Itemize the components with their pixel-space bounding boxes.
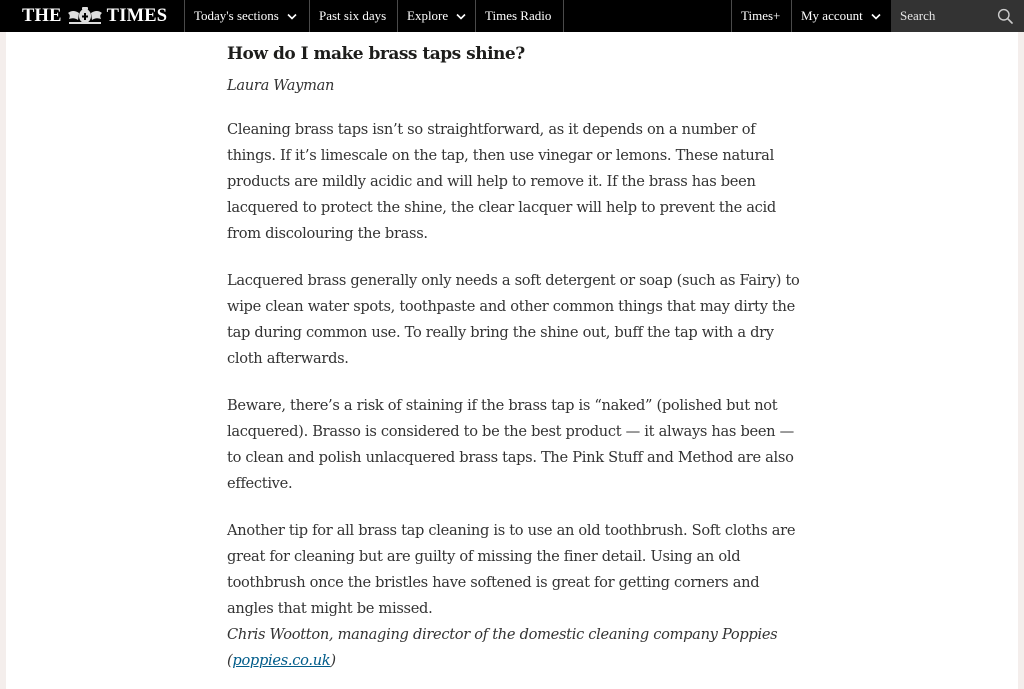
logo-text-times: TIMES: [106, 5, 168, 26]
nav-divider: [731, 0, 732, 32]
nav-times-radio[interactable]: [485, 0, 551, 32]
nav-times-radio-label: Times Radio: [485, 8, 552, 23]
times-logo[interactable]: [22, 5, 167, 27]
expert-credit: [227, 622, 807, 674]
nav-explore-label: Explore: [407, 8, 449, 23]
nav-todays-sections[interactable]: [194, 0, 297, 32]
chevron-down-icon: [871, 13, 881, 20]
credit-close-paren: ): [330, 652, 336, 669]
answer-paragraph: Lacquered brass generally only needs a soft detergent or soap (such as Fairy) to wipe clean water spots, toothpaste and other common things that may dirty the tap during common use. To really bring the shine out, buff the tap with a dry cloth afterwards.: [227, 272, 800, 367]
nav-my-account-label: My account: [801, 8, 863, 23]
search-input[interactable]: [900, 8, 996, 24]
expert-credit-text: Chris Wootton, managing director of the domestic cleaning company Poppies: [227, 626, 778, 643]
nav-past-six-days[interactable]: [319, 0, 386, 32]
answer-paragraph: Another tip for all brass tap cleaning is to use an old toothbrush. Soft cloths are great for cleaning but are guilty of missing the finer detail. Using an old toothbrush once the bristles have softened is great for getting corners and angles that might be missed.: [227, 522, 796, 617]
chevron-down-icon: [456, 13, 466, 20]
nav-times-plus-label: Times+: [741, 8, 781, 23]
nav-my-account[interactable]: [801, 0, 881, 32]
question-author: Laura Wayman: [227, 77, 335, 94]
poppies-link[interactable]: poppies.co.uk: [232, 652, 331, 669]
chevron-down-icon: [287, 13, 297, 20]
search-icon[interactable]: [997, 8, 1013, 24]
logo-text-the: THE: [22, 5, 62, 26]
nav-divider: [475, 0, 476, 32]
nav-divider: [184, 0, 185, 32]
answer-paragraph: Beware, there’s a risk of staining if the brass tap is “naked” (polished but not lacquered). Brasso is considered to be the best product — it always has been — to clean and polish unlacquered brass taps. The Pink Stuff and Method are also effective.: [227, 397, 794, 492]
answer-paragraph: Cleaning brass taps isn’t so straightforward, as it depends on a number of things. If it’s limescale on the tap, then use vinegar or lemons. These natural products are mildly acidic and will help to remove it. If the brass has been lacquered to protect the shine, the clear lacquer will help to prevent the acid from discolouring the brass.: [227, 121, 776, 242]
nav-divider: [397, 0, 398, 32]
nav-times-plus[interactable]: [741, 0, 780, 32]
nav-divider: [309, 0, 310, 32]
nav-todays-sections-label: Today's sections: [194, 8, 279, 23]
royal-crest-icon: [65, 7, 105, 25]
nav-explore[interactable]: [407, 0, 466, 32]
nav-divider: [563, 0, 564, 32]
top-navigation-bar: [0, 0, 1024, 32]
article-body: [227, 42, 807, 674]
credit-open-paren: (: [227, 652, 233, 669]
nav-past-six-days-label: Past six days: [319, 8, 387, 23]
question-heading: How do I make brass taps shine?: [227, 44, 525, 64]
nav-divider: [791, 0, 792, 32]
